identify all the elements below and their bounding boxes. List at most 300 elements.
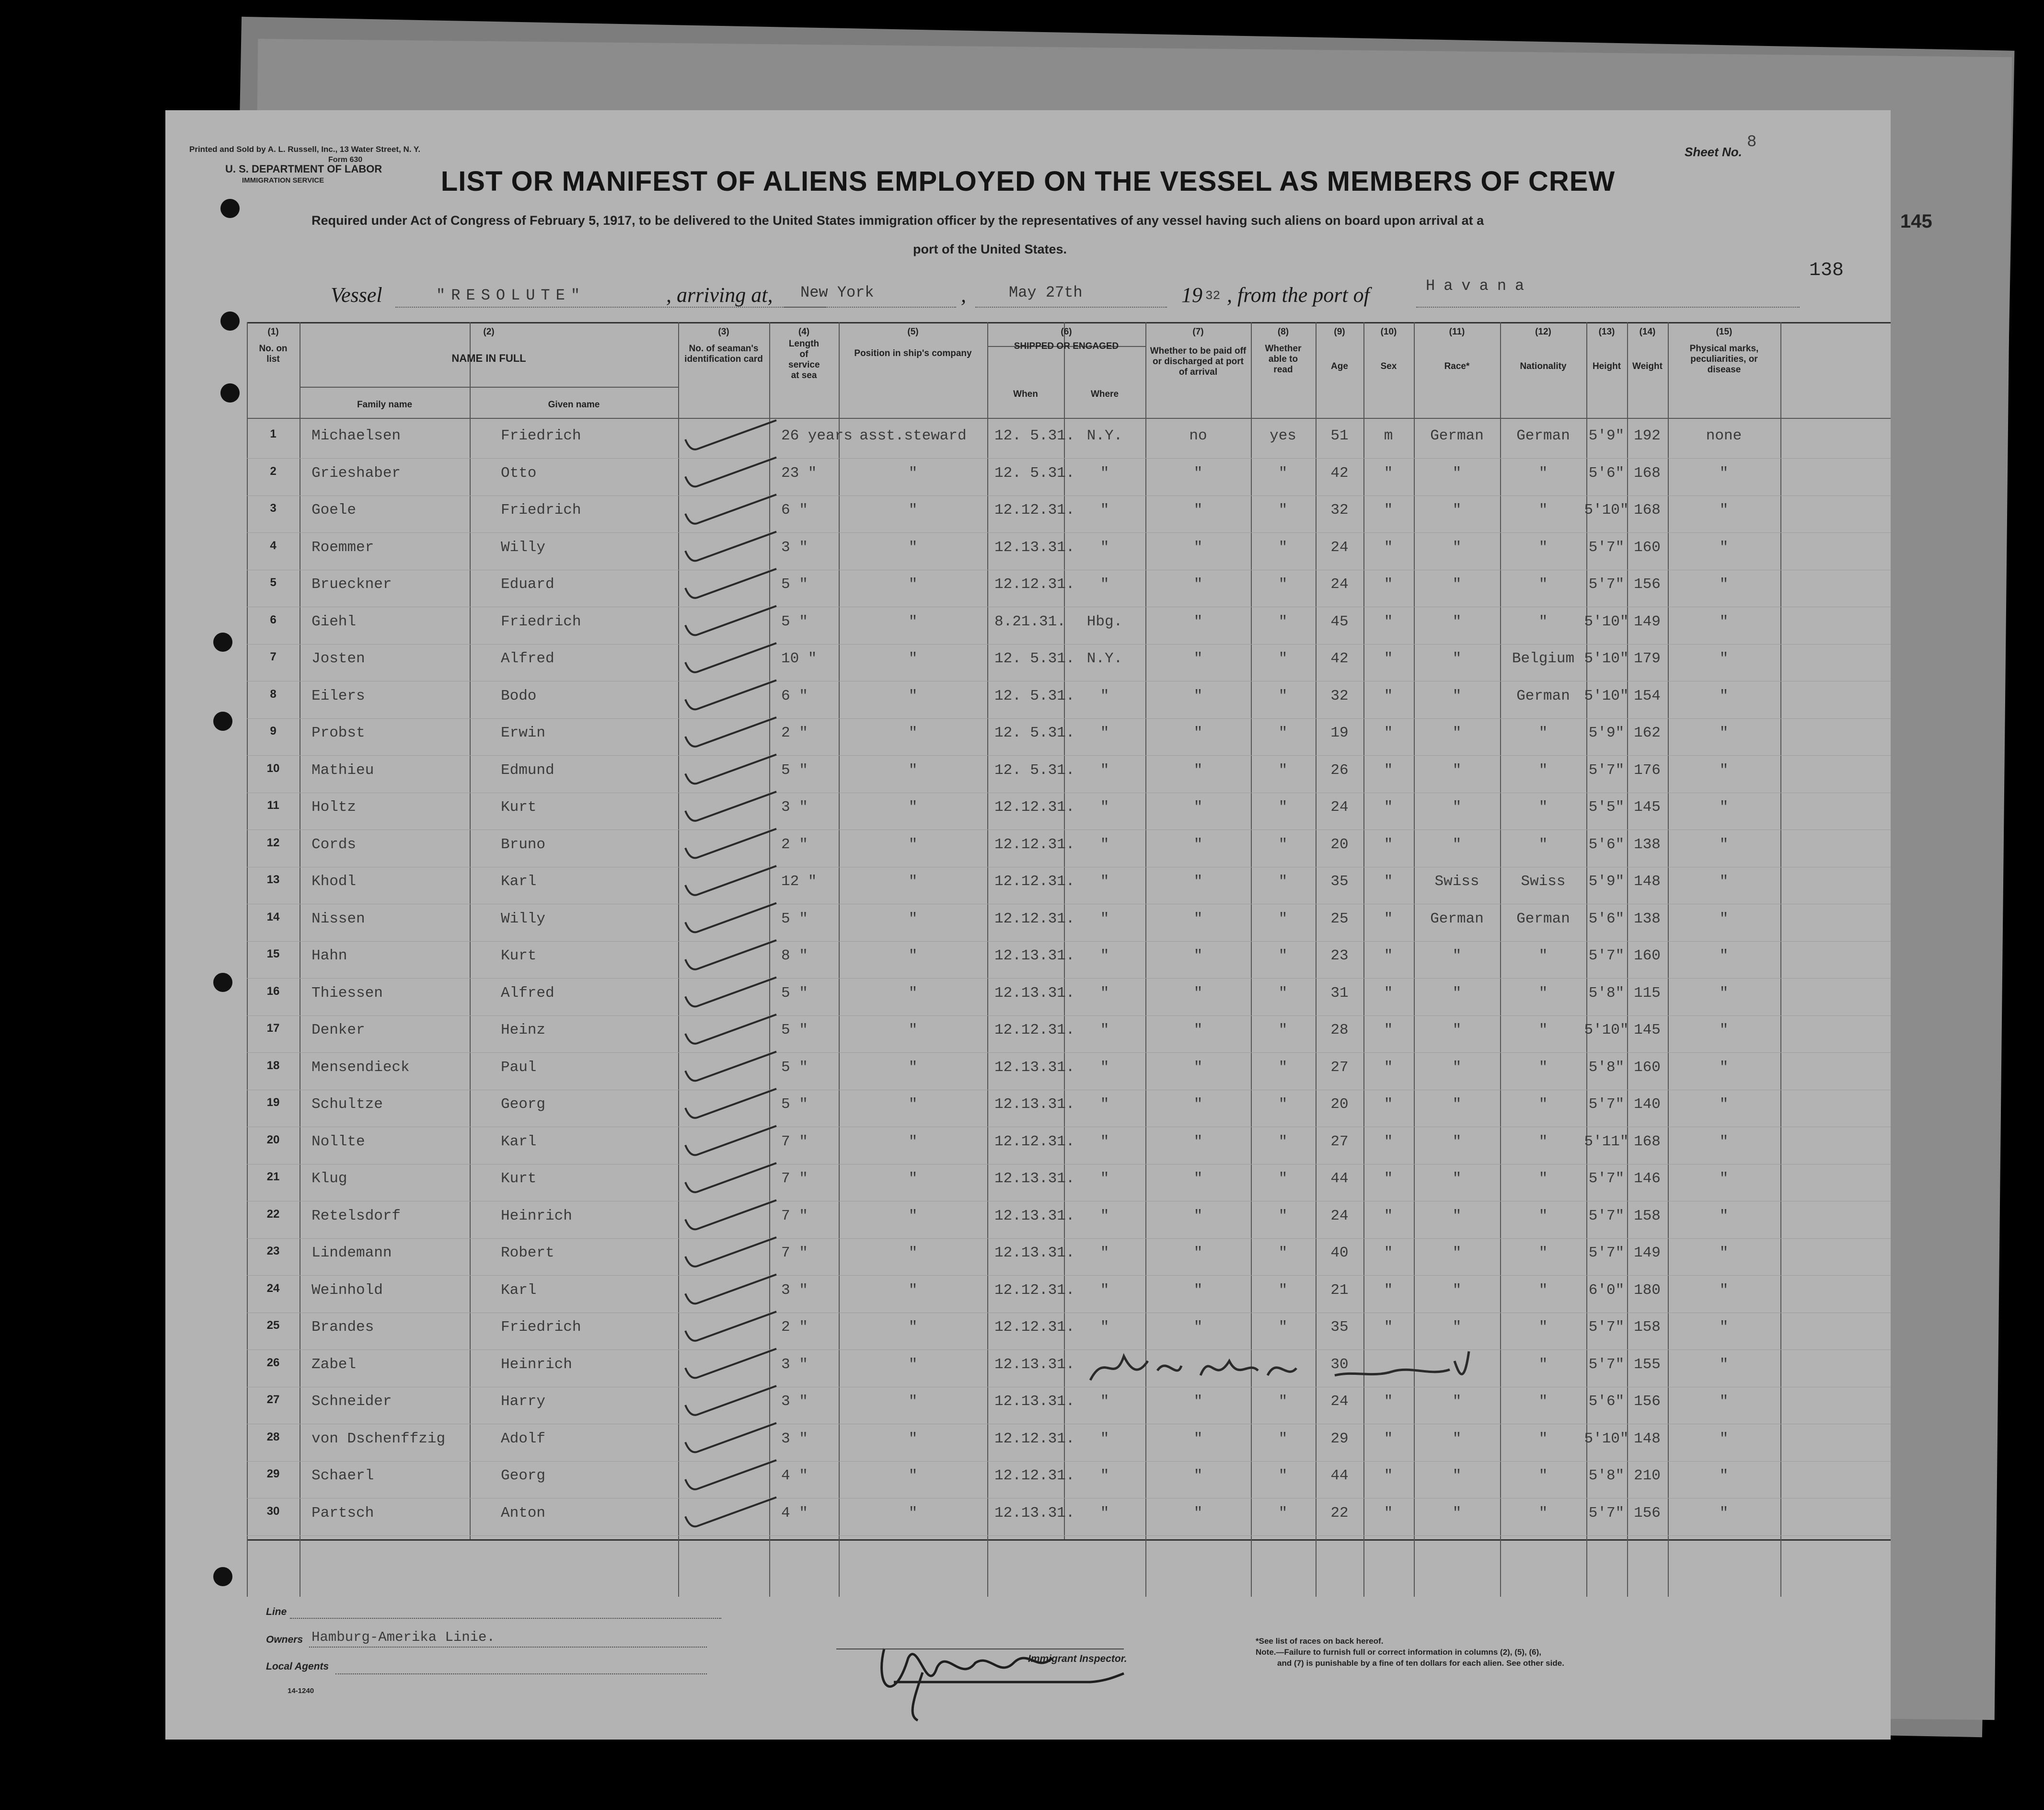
age: 44 [1330,1467,1349,1484]
given-name: Alfred [501,650,554,667]
race: " [1452,1096,1462,1113]
shipped-where: " [1100,761,1109,779]
weight: 179 [1634,650,1661,667]
weight: 148 [1634,1430,1661,1447]
paid-off: " [1193,539,1203,556]
position: " [908,650,918,667]
family-name: Mathieu [312,761,374,779]
shipped-when: 12. 5.31. [994,464,1075,482]
given-name: Otto [501,464,537,482]
check-mark [685,1498,776,1527]
check-mark [685,1163,776,1192]
position: " [908,1393,918,1410]
weight: 156 [1634,1393,1661,1410]
shipped-where: " [1100,836,1109,853]
owners-value: Hamburg-Amerika Linie. [312,1629,495,1645]
height: 5'11" [1584,1133,1629,1150]
race: " [1452,613,1462,630]
check-mark [685,717,776,747]
able-to-read: " [1278,539,1288,556]
length-of-service: 3 " [781,1430,808,1447]
sex: " [1384,502,1393,519]
col-paid-off: Whether to be paid off or discharged at port of arrival [1150,346,1247,377]
race: Swiss [1434,873,1479,890]
position: " [908,984,918,1002]
row-number: 17 [266,1022,280,1035]
length-of-service: 7 " [781,1133,808,1150]
race: German [1430,427,1484,444]
able-to-read: " [1278,1022,1288,1038]
row-number: 26 [266,1356,280,1369]
physical-marks: " [1719,1319,1729,1336]
race: " [1452,1059,1462,1076]
check-mark [685,1312,776,1341]
family-name: Michaelsen [312,427,401,444]
shipped-when: 12.13.31. [994,1059,1075,1076]
check-mark [685,1349,776,1378]
nationality: " [1538,947,1548,964]
given-name: Friedrich [501,502,581,519]
shipped-when: 12. 5.31. [994,725,1075,741]
row-number: 23 [266,1245,280,1257]
row-number: 7 [270,650,277,663]
family-name: Partsch [312,1504,374,1522]
shipped-where: " [1100,1059,1109,1076]
shipped-when: 12.12.31. [994,1319,1075,1336]
col-num-7: (7) [1192,327,1204,337]
shipped-where: " [1100,1096,1109,1113]
sex: " [1384,761,1393,779]
physical-marks: " [1719,910,1729,927]
position: " [908,1096,918,1113]
row-number: 27 [266,1393,280,1406]
physical-marks: " [1719,1356,1729,1373]
height: 5'9" [1588,427,1625,444]
row-number: 16 [266,984,280,998]
port-dots [1416,307,1800,308]
sex: " [1384,1504,1393,1522]
sex: " [1384,1393,1393,1410]
check-mark [685,866,776,895]
col-shipped: SHIPPED OR ENGAGED [1014,341,1119,351]
given-name: Georg [501,1096,546,1113]
length-of-service: 6 " [781,687,808,704]
able-to-read: " [1278,1059,1288,1076]
check-mark [685,458,776,487]
weight: 154 [1634,687,1661,704]
shipped-where: " [1100,1245,1109,1261]
height: 5'7" [1588,947,1625,964]
height: 5'7" [1588,539,1625,556]
height: 5'6" [1588,464,1625,482]
position: " [908,1467,918,1484]
weight: 160 [1634,1059,1661,1076]
length-of-service: 3 " [781,1393,808,1410]
row-number: 8 [270,687,277,701]
nationality: Belgium [1512,650,1575,667]
position: " [908,464,918,482]
col-age: Age [1331,361,1348,371]
paid-off: " [1193,1022,1203,1038]
paid-off: " [1193,1096,1203,1113]
paid-off: " [1193,1430,1203,1447]
punch-hole [213,633,232,652]
given-name: Anton [501,1504,546,1522]
position: asst.steward [859,427,967,444]
printer-credit: Printed and Sold by A. L. Russell, Inc., 13 Water Street, N. Y. [189,145,421,154]
port-of-departure: Havana [1426,277,1533,295]
nationality: " [1538,1393,1548,1410]
check-mark [685,680,776,710]
paid-off: " [1193,1207,1203,1224]
date-dots [975,307,1167,308]
shipped-when: 12.12.31. [994,799,1075,816]
sex: " [1384,984,1393,1002]
col-able-read: Whether able to read [1265,344,1302,375]
nationality: " [1538,1170,1548,1187]
shipped-where: " [1100,1170,1109,1187]
given-name: Willy [501,910,546,927]
physical-marks: " [1719,761,1729,779]
given-name: Kurt [501,799,537,816]
given-name: Kurt [501,1170,537,1187]
year-suffix: 32 [1205,288,1221,303]
race: " [1452,576,1462,593]
check-mark [685,1015,776,1044]
col-num-2: (2) [483,327,495,337]
given-name: Bodo [501,687,537,704]
age: 23 [1330,947,1349,964]
paid-off: " [1193,1170,1203,1187]
sex: " [1384,799,1393,816]
sex: " [1384,947,1393,964]
given-name: Harry [501,1393,546,1410]
physical-marks: " [1719,613,1729,630]
shipped-when: 12.12.31. [994,1430,1075,1447]
check-mark [685,569,776,598]
nationality: " [1538,1133,1548,1150]
row-number: 13 [266,873,280,886]
page-title: LIST OR MANIFEST OF ALIENS EMPLOYED ON THE VESSEL AS MEMBERS OF CREW [440,166,1616,197]
races-note: *See list of races on back hereof. [1256,1637,1384,1646]
physical-marks: " [1719,1170,1729,1187]
row-number: 28 [266,1430,280,1443]
height: 6'0" [1588,1281,1625,1299]
position: " [908,1281,918,1299]
nationality: " [1538,1356,1548,1373]
physical-marks: " [1719,1467,1729,1484]
check-mark [685,643,776,672]
position: " [908,947,918,964]
age: 40 [1330,1245,1349,1261]
sex: " [1384,650,1393,667]
given-name: Friedrich [501,1319,581,1336]
height: 5'7" [1588,1245,1625,1261]
weight: 160 [1634,539,1661,556]
col-family-name: Family name [357,400,413,410]
shipped-when: 12.13.31. [994,1504,1075,1522]
age: 32 [1330,687,1349,704]
punch-hole [213,1567,232,1586]
col-nationality: Nationality [1520,361,1567,371]
race: " [1452,1393,1462,1410]
owners-dots [309,1647,707,1648]
paid-off: no [1189,427,1207,444]
subtitle-line-1: Required under Act of Congress of February 5, 1917, to be delivered to the United States immigration officer by the representatives of any vessel having such aliens on board upon arrival at a [312,213,1484,228]
physical-marks: " [1719,1059,1729,1076]
check-marks [247,322,1891,1597]
height: 5'6" [1588,1393,1625,1410]
shipped-where: N.Y. [1086,427,1123,444]
shipped-where: Hbg. [1086,613,1123,630]
physical-marks: " [1719,650,1729,667]
shipped-where: N.Y. [1086,650,1123,667]
given-name: Karl [501,1281,537,1299]
nationality: " [1538,1207,1548,1224]
shipped-when: 12. 5.31. [994,427,1075,444]
race: " [1452,836,1462,853]
given-name: Heinz [501,1022,546,1038]
given-name: Friedrich [501,427,581,444]
family-name: Weinhold [312,1281,383,1299]
shipped-when: 12.12.31. [994,873,1075,890]
punch-hole [220,199,240,218]
length-of-service: 2 " [781,836,808,853]
length-of-service: 5 " [781,576,808,593]
weight: 168 [1634,502,1661,519]
length-of-service: 26 years [781,427,853,444]
nationality: " [1538,1245,1548,1261]
position: " [908,1170,918,1187]
length-of-service: 3 " [781,1281,808,1299]
stamp-145: 145 [1900,211,1932,232]
length-of-service: 12 " [781,873,817,890]
race: " [1452,1467,1462,1484]
able-to-read: " [1278,1207,1288,1224]
nationality: " [1538,576,1548,593]
shipped-when: 12.13.31. [994,1356,1075,1373]
length-of-service: 7 " [781,1170,808,1187]
paid-off: " [1193,910,1203,927]
weight: 176 [1634,761,1661,779]
age: 19 [1330,725,1349,741]
age: 29 [1330,1430,1349,1447]
able-to-read: " [1278,1245,1288,1261]
fine-note-2: and (7) is punishable by a fine of ten dollars for each alien. See other side. [1277,1659,1564,1668]
col-num-15: (15) [1716,327,1732,337]
weight: 149 [1634,1245,1661,1261]
sex: " [1384,1022,1393,1038]
row-number: 15 [266,947,280,960]
length-of-service: 4 " [781,1467,808,1484]
age: 51 [1330,427,1349,444]
age: 24 [1330,1393,1349,1410]
position: " [908,761,918,779]
race: " [1452,464,1462,482]
given-name: Friedrich [501,613,581,630]
check-mark [685,1052,776,1081]
able-to-read: " [1278,1504,1288,1522]
age: 32 [1330,502,1349,519]
subtitle-line-2: port of the United States. [913,242,1067,256]
physical-marks: " [1719,539,1729,556]
family-name: Khodl [312,873,357,890]
nationality: " [1538,1281,1548,1299]
race: German [1430,910,1484,927]
vessel-name: "RESOLUTE" [436,287,586,304]
family-name: Josten [312,650,365,667]
row-number: 24 [266,1281,280,1295]
col-num-8: (8) [1277,327,1289,337]
able-to-read: " [1278,687,1288,704]
shipped-when: 12.12.31. [994,836,1075,853]
col-num-1: (1) [267,327,279,337]
sex: " [1384,1059,1393,1076]
row-number: 19 [266,1096,280,1109]
height: 5'10" [1584,613,1629,630]
physical-marks: " [1719,1133,1729,1150]
row-number: 30 [266,1504,280,1518]
shipped-where: " [1100,502,1109,519]
physical-marks: " [1719,1245,1729,1261]
nationality: " [1538,1430,1548,1447]
family-name: Nollte [312,1133,365,1150]
arriving-dots [784,307,956,308]
row-number: 2 [270,464,277,478]
shipped-where: " [1100,947,1109,964]
race: " [1452,1504,1462,1522]
row-number: 29 [266,1467,280,1480]
paid-off: " [1193,1059,1203,1076]
position: " [908,687,918,704]
family-name: Schneider [312,1393,392,1410]
length-of-service: 5 " [781,1059,808,1076]
col-sex: Sex [1380,361,1397,371]
service: IMMIGRATION SERVICE [242,176,324,184]
family-name: Zabel [312,1356,357,1373]
col-num-6: (6) [1061,327,1072,337]
col-num-3: (3) [718,327,729,337]
punch-hole [220,383,240,403]
able-to-read: " [1278,650,1288,667]
sex: " [1384,687,1393,704]
nationality: " [1538,1059,1548,1076]
physical-marks: " [1719,464,1729,482]
nationality: " [1538,1319,1548,1336]
able-to-read: " [1278,873,1288,890]
position: " [908,1133,918,1150]
family-name: Mensendieck [312,1059,410,1076]
nationality: German [1516,687,1570,704]
family-name: Goele [312,502,357,519]
physical-marks: " [1719,1096,1729,1113]
able-to-read: yes [1270,427,1296,444]
able-to-read: " [1278,1430,1288,1447]
nationality: " [1538,539,1548,556]
given-name: Paul [501,1059,537,1076]
shipped-where: " [1100,1393,1109,1410]
row-number: 6 [270,613,277,626]
row-number: 20 [266,1133,280,1146]
family-name: Retelsdorf [312,1207,401,1224]
family-name: Brandes [312,1319,374,1336]
race: " [1452,984,1462,1002]
weight: 146 [1634,1170,1661,1187]
paid-off: " [1193,799,1203,816]
row-number: 1 [270,427,277,440]
age: 24 [1330,1207,1349,1224]
paid-off: " [1193,687,1203,704]
paid-off: " [1193,1393,1203,1410]
length-of-service: 7 " [781,1207,808,1224]
check-mark [685,978,776,1007]
nationality: " [1538,836,1548,853]
col-num-13: (13) [1598,327,1615,337]
punch-hole [213,712,232,731]
shipped-when: 12. 5.31. [994,761,1075,779]
length-of-service: 3 " [781,539,808,556]
row-number: 9 [270,725,277,738]
shipped-where: " [1100,1319,1109,1336]
sex: " [1384,1207,1393,1224]
family-name: Thiessen [312,984,383,1002]
shipped-when: 12.12.31. [994,502,1075,519]
height: 5'8" [1588,1467,1625,1484]
able-to-read: " [1278,1170,1288,1187]
sex: " [1384,464,1393,482]
able-to-read: " [1278,725,1288,741]
vessel-label: Vessel [331,283,382,307]
position: " [908,1245,918,1261]
shipped-where: " [1100,799,1109,816]
physical-marks: " [1719,947,1729,964]
length-of-service: 2 " [781,725,808,741]
age: 31 [1330,984,1349,1002]
check-mark [685,420,776,450]
nationality: " [1538,761,1548,779]
inspector-label: Immigrant Inspector. [1028,1653,1127,1664]
family-name: Brueckner [312,576,392,593]
weight: 192 [1634,427,1661,444]
able-to-read: " [1278,1133,1288,1150]
paid-off: " [1193,836,1203,853]
nationality: " [1538,984,1548,1002]
height: 5'6" [1588,836,1625,853]
weight: 138 [1634,910,1661,927]
nationality: " [1538,613,1548,630]
position: " [908,873,918,890]
physical-marks: " [1719,1281,1729,1299]
check-mark [685,495,776,524]
local-agents-label: Local Agents [266,1661,329,1672]
family-name: Giehl [312,613,357,630]
race: " [1452,1170,1462,1187]
age: 28 [1330,1022,1349,1038]
length-of-service: 5 " [781,1096,808,1113]
position: " [908,1022,918,1038]
check-mark [685,1423,776,1453]
row-number: 12 [266,836,280,849]
arriving-label: , arriving at, [666,283,773,307]
physical-marks: " [1719,1207,1729,1224]
col-num-4: (4) [798,327,810,337]
row-number: 11 [267,799,279,812]
family-name: Eilers [312,687,365,704]
given-name: Heinrich [501,1207,572,1224]
paid-off: " [1193,725,1203,741]
weight: 158 [1634,1319,1661,1336]
height: 5'7" [1588,1319,1625,1336]
